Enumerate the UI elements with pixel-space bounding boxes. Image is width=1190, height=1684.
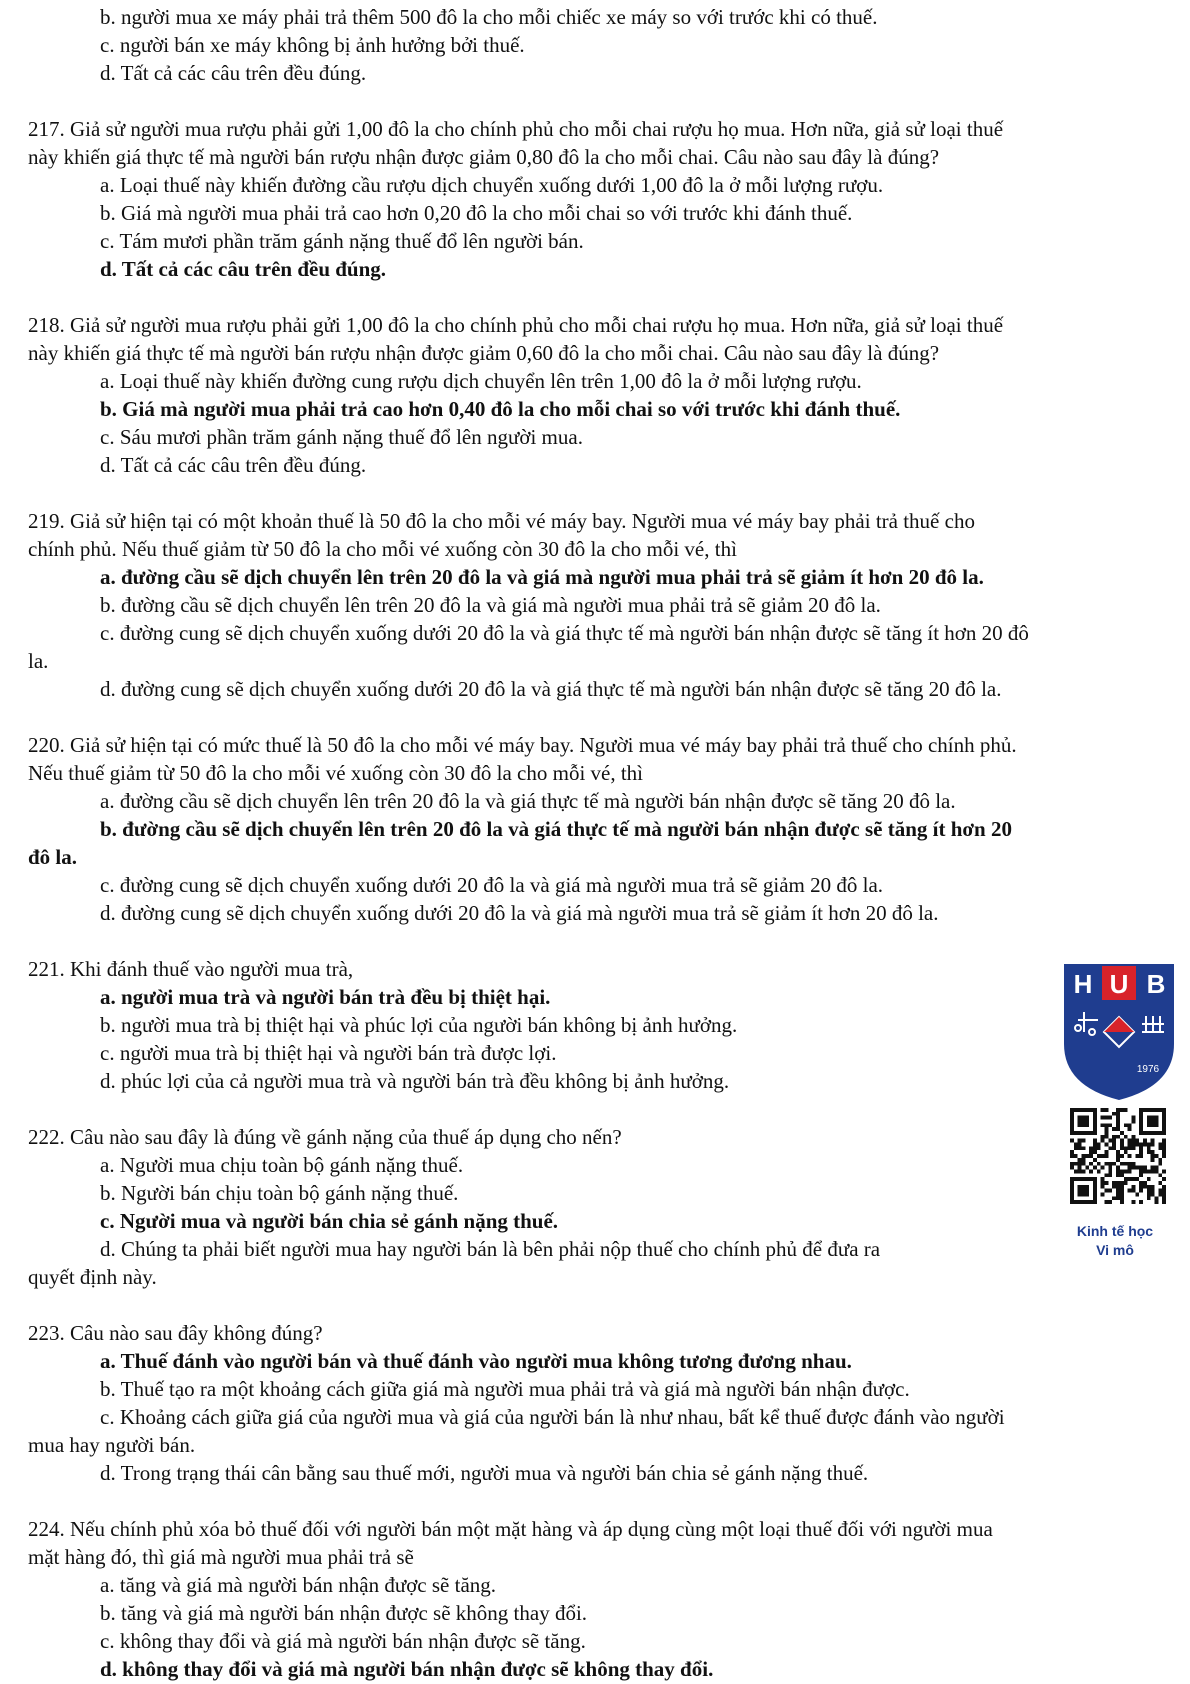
text-line: c. đường cung sẽ dịch chuyển xuống dưới 20 đô la và giá mà người mua trả sẽ giảm 20 đô la. [100,873,884,897]
question-line: 223. Câu nào sau đây không đúng? [28,1321,323,1345]
text-line: mua hay người bán. [28,1433,196,1457]
text-line: a. Thuế đánh vào người bán và thuế đánh vào người mua không tương đương nhau. [100,1349,852,1373]
text-line: d. phúc lợi của cả người mua trà và người bán trà đều không bị ảnh hưởng. [100,1069,730,1093]
question-line: 217. Giả sử người mua rượu phải gửi 1,00 đô la cho chính phủ cho mỗi chai rượu họ mua. Hơn nữa, giả sử loại thuế [28,117,1004,141]
text-line: b. đường cầu sẽ dịch chuyển lên trên 20 đô la và giá thực tế mà người bán nhận được sẽ tăng ít hơn 20 [100,817,1012,841]
text-line: la. [28,649,49,673]
text-line: quyết định này. [28,1265,157,1289]
text-line: b. Giá mà người mua phải trả cao hơn 0,40 đô la cho mỗi chai so với trước khi đánh thuế. [100,397,901,421]
question-line: 221. Khi đánh thuế vào người mua trà, [28,957,354,981]
text-line: này khiến giá thực tế mà người bán rượu nhận được giảm 0,60 đô la cho mỗi chai. Câu nào sau đây là đúng? [28,341,940,365]
qr-caption [1040,1222,1190,1260]
text-line: d. không thay đổi và giá mà người bán nhận được sẽ không thay đổi. [100,1657,714,1681]
text-line: Nếu thuế giảm từ 50 đô la cho mỗi vé xuống còn 30 đô la cho mỗi vé, thì [28,761,644,785]
question-line: 220. Giả sử hiện tại có mức thuế là 50 đô la cho mỗi vé máy bay. Người mua vé máy bay phải trả thuế cho chính phủ. [28,733,1017,757]
text-line: c. Khoảng cách giữa giá của người mua và giá của người bán là như nhau, bất kể thuế được đánh vào người [100,1405,1005,1429]
question-line: 224. Nếu chính phủ xóa bỏ thuế đối với người bán một mặt hàng và áp dụng cùng một loại thuế đối với người mua [28,1517,993,1541]
text-line: mặt hàng đó, thì giá mà người mua phải trả sẽ [28,1545,414,1569]
text-line: c. người bán xe máy không bị ảnh hưởng bởi thuế. [100,33,525,57]
qr-caption-line1: Kinh tế học [1076,1223,1154,1239]
text-line: b. Giá mà người mua phải trả cao hơn 0,20 đô la cho mỗi chai so với trước khi đánh thuế. [100,201,853,225]
logo-letter-b: B [1146,969,1166,999]
text-line: d. Tất cả các câu trên đều đúng. [100,453,367,477]
text-line: đô la. [28,845,78,869]
text-line: a. Loại thuế này khiến đường cung rượu dịch chuyển lên trên 1,00 đô la ở mỗi lượng rượu. [100,369,862,393]
text-line: a. đường cầu sẽ dịch chuyển lên trên 20 đô la và giá thực tế mà người bán nhận được sẽ tăng 20 đô la. [100,789,956,813]
text-line: c. người mua trà bị thiệt hại và người bán trà được lợi. [100,1041,557,1065]
text-line: a. đường cầu sẽ dịch chuyển lên trên 20 đô la và giá mà người mua phải trả sẽ giảm ít hơn 20 đô la. [100,565,984,589]
text-line: d. Tất cả các câu trên đều đúng. [100,257,387,281]
text-line: b. Thuế tạo ra một khoảng cách giữa giá mà người mua phải trả và giá mà người bán nhận được. [100,1377,910,1401]
text-line: a. tăng và giá mà người bán nhận được sẽ tăng. [100,1573,497,1597]
text-line: c. Sáu mươi phần trăm gánh nặng thuế đổ lên người mua. [100,425,583,449]
question-line: 218. Giả sử người mua rượu phải gửi 1,00 đô la cho chính phủ cho mỗi chai rượu họ mua. Hơn nữa, giả sử loại thuế [28,313,1004,337]
hub-shield-icon [1060,962,1178,1102]
qr-caption-line2: Vi mô [1096,1242,1134,1258]
logo-year: 1976 [1136,1064,1160,1075]
text-line: này khiến giá thực tế mà người bán rượu nhận được giảm 0,80 đô la cho mỗi chai. Câu nào sau đây là đúng? [28,145,940,169]
logo-letter-h: H [1073,969,1093,999]
text-line: c. Tám mươi phần trăm gánh nặng thuế đổ lên người bán. [100,229,584,253]
text-line: chính phủ. Nếu thuế giảm từ 50 đô la cho mỗi vé xuống còn 30 đô la cho mỗi vé, thì [28,537,737,561]
question-line: 219. Giả sử hiện tại có một khoản thuế là 50 đô la cho mỗi vé máy bay. Người mua vé máy bay phải trả thuế cho [28,509,975,533]
question-line: 222. Câu nào sau đây là đúng về gánh nặng của thuế áp dụng cho nến? [28,1125,622,1149]
text-line: d. Chúng ta phải biết người mua hay người bán là bên phải nộp thuế cho chính phủ để đưa ra [100,1237,881,1261]
text-line: c. Người mua và người bán chia sẻ gánh nặng thuế. [100,1209,559,1233]
text-line: d. Tất cả các câu trên đều đúng. [100,61,367,85]
text-line: a. Người mua chịu toàn bộ gánh nặng thuế. [100,1153,464,1177]
text-line: b. tăng và giá mà người bán nhận được sẽ không thay đổi. [100,1601,588,1625]
text-line: b. đường cầu sẽ dịch chuyển lên trên 20 đô la và giá mà người mua phải trả sẽ giảm 20 đô la. [100,593,881,617]
text-line: d. đường cung sẽ dịch chuyển xuống dưới 20 đô la và giá thực tế mà người bán nhận được sẽ tăng 20 đô la. [100,677,1002,701]
hub-logo [1060,962,1178,1102]
text-line: b. Người bán chịu toàn bộ gánh nặng thuế. [100,1181,459,1205]
text-line: b. người mua xe máy phải trả thêm 500 đô la cho mỗi chiếc xe máy so với trước khi có thuế. [100,5,878,29]
text-line: d. đường cung sẽ dịch chuyển xuống dưới 20 đô la và giá mà người mua trả sẽ giảm ít hơn 20 đô la. [100,901,939,925]
text-line: d. Trong trạng thái cân bằng sau thuế mới, người mua và người bán chia sẻ gánh nặng thuế. [100,1461,869,1485]
text-line: c. đường cung sẽ dịch chuyển xuống dưới 20 đô la và giá thực tế mà người bán nhận được sẽ tăng ít hơn 20 đô [100,621,1029,645]
logo-letter-u: U [1109,969,1129,999]
text-line: c. không thay đổi và giá mà người bán nhận được sẽ tăng. [100,1629,586,1653]
text-line: a. Loại thuế này khiến đường cầu rượu dịch chuyển xuống dưới 1,00 đô la ở mỗi lượng rượu. [100,173,884,197]
qr-code-icon [1070,1108,1166,1204]
text-line: a. người mua trà và người bán trà đều bị thiệt hại. [100,985,551,1009]
text-line: b. người mua trà bị thiệt hại và phúc lợi của người bán không bị ảnh hưởng. [100,1013,738,1037]
